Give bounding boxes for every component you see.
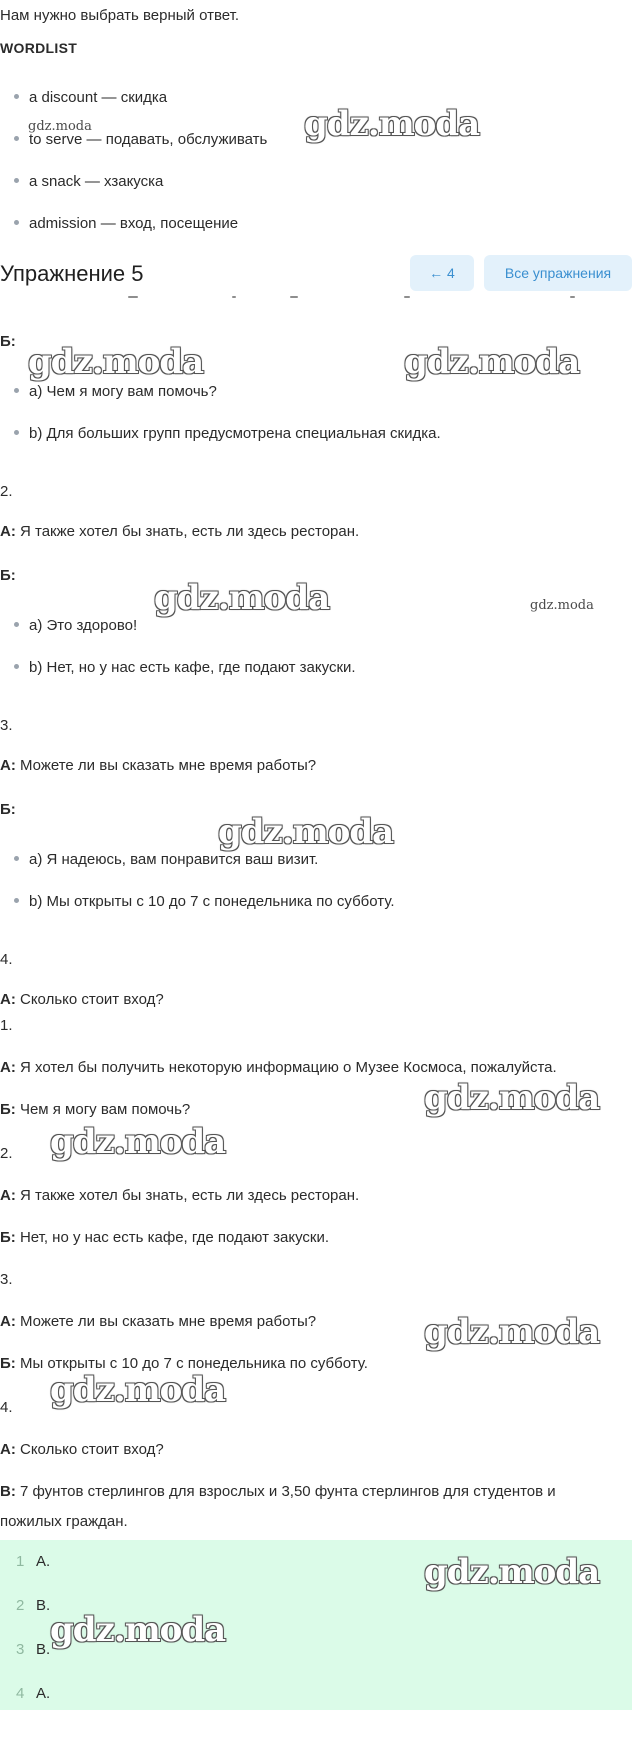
option-b[interactable]: b) Мы открыты с 10 до 7 с понедельника по субботу. [14,892,395,912]
bullet-icon [14,136,19,141]
wordlist-item: a discount — скидка [14,88,167,108]
dialogue-line: А: Можете ли вы сказать мне время работы? [0,1313,317,1330]
dialogue-number: 1. [0,1017,13,1034]
answer-row: 1 А. [16,1553,51,1570]
question-a-line: А: Можете ли вы сказать мне время работы? [0,757,317,774]
bullet-icon [14,94,19,99]
watermark-logo: gdz.moda [28,342,204,382]
watermark-logo: gdz.moda [28,119,92,134]
watermark-logo: gdz.moda [424,1312,600,1352]
bullet-icon [14,430,19,435]
cut-text-line [0,296,632,300]
watermark-logo: gdz.moda [424,1078,600,1118]
dialogue-number: 2. [0,1145,13,1162]
dialogue-line-continued: пожилых граждан. [0,1513,128,1530]
watermark-logo: gdz.moda [50,1122,226,1162]
bullet-icon [14,856,19,861]
dialogue-line: Б: Мы открыты с 10 до 7 с понедельника по субботу. [0,1355,368,1372]
bullet-icon [14,220,19,225]
bullet-icon [14,898,19,903]
bullet-icon [14,178,19,183]
wordlist-item: to serve — подавать, обслуживать [14,130,267,150]
exercise-title: Упражнение 5 [0,261,144,286]
answer-row: 3 В. [16,1641,51,1658]
option-a[interactable]: a) Это здорово! [14,616,137,636]
prev-exercise-button[interactable]: ← 4 [410,255,474,291]
answer-row: 2 В. [16,1597,51,1614]
dialogue-line: А: Я хотел бы получить некоторую информацию о Музее Космоса, пожалуйста. [0,1059,557,1076]
intro-text: Нам нужно выбрать верный ответ. [0,7,239,24]
option-a[interactable]: a) Чем я могу вам помочь? [14,382,217,402]
bullet-icon [14,622,19,627]
option-b[interactable]: b) Нет, но у нас есть кафе, где подают закуски. [14,658,356,678]
watermark-logo: gdz.moda [50,1610,226,1650]
dialogue-line: Б: Нет, но у нас есть кафе, где подают закуски. [0,1229,330,1246]
answer-b-label: Б: [0,333,16,350]
dialogue-line: А: Сколько стоит вход? [0,1441,164,1458]
all-exercises-button[interactable]: Все упражнения [484,255,632,291]
option-b[interactable]: b) Для больших групп предусмотрена специальная скидка. [14,424,441,444]
question-a-line: А: Сколько стоит вход? [0,991,164,1008]
dialogue-number: 3. [0,1271,13,1288]
dialogue-line: А: Я также хотел бы знать, есть ли здесь ресторан. [0,1187,360,1204]
watermark-logo: gdz.moda [404,342,580,382]
answer-b-label: Б: [0,567,16,584]
watermark-logo: gdz.moda [218,812,394,852]
wordlist-item: admission — вход, посещение [14,214,238,234]
question-number: 4. [0,951,13,968]
watermark-logo: gdz.moda [304,104,480,144]
watermark-logo: gdz.moda [154,578,330,618]
wordlist-title: WORDLIST [0,40,78,56]
wordlist-item: a snack — хзакуска [14,172,163,192]
question-number: 3. [0,717,13,734]
dialogue-line: Б: Чем я могу вам помочь? [0,1101,191,1118]
dialogue-number: 4. [0,1399,13,1416]
question-number: 2. [0,483,13,500]
watermark-logo: gdz.moda [530,598,594,613]
answer-row: 4 А. [16,1685,51,1702]
bullet-icon [14,664,19,669]
question-a-line: А: Я также хотел бы знать, есть ли здесь ресторан. [0,523,360,540]
watermark-logo: gdz.moda [50,1370,226,1410]
answer-b-label: Б: [0,801,16,818]
watermark-logo: gdz.moda [424,1552,600,1592]
dialogue-line: В: 7 фунтов стерлингов для взрослых и 3,50 фунта стерлингов для студентов и [0,1483,556,1500]
bullet-icon [14,388,19,393]
option-a[interactable]: a) Я надеюсь, вам понравится ваш визит. [14,850,318,870]
